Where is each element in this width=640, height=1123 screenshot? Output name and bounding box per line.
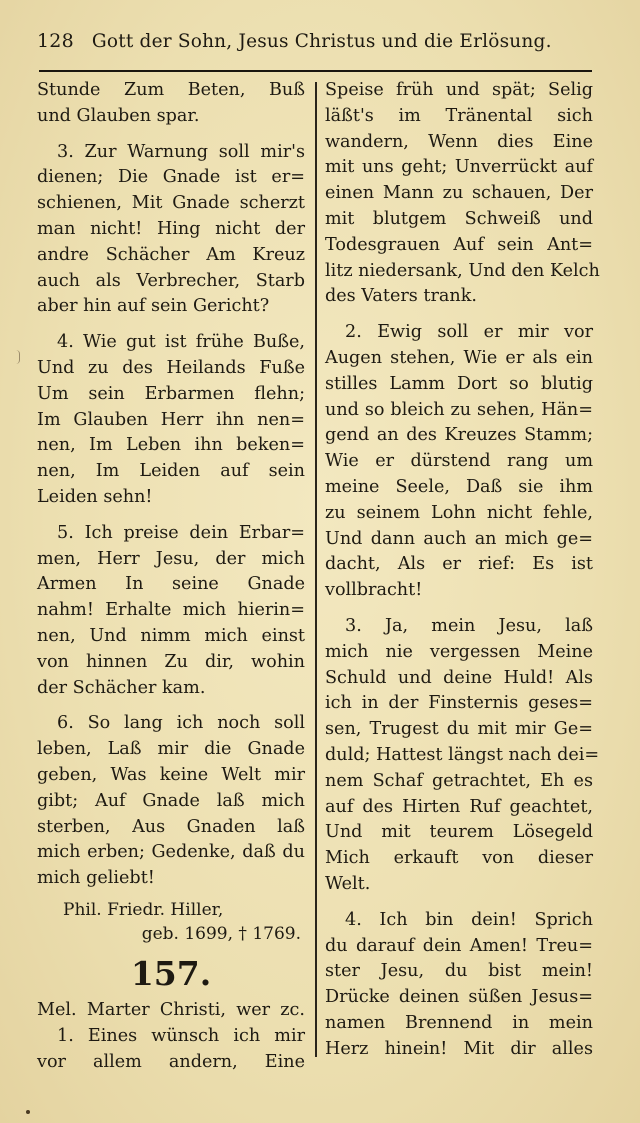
verse-line: ich in der Finsternis geses=: [325, 693, 593, 714]
verse-line: sen, Trugest du mit mir Ge=: [325, 719, 593, 740]
verse-line: 3. Zur Warnung soll mir's: [57, 141, 305, 162]
verse-line: nahm! Erhalte mich hierin=: [37, 600, 305, 621]
verse-line: 6. So lang ich noch soll: [57, 713, 305, 734]
verse-line: 5. Ich preise dein Erbar=: [57, 522, 305, 543]
verse-line: du darauf dein Amen! Treu=: [325, 935, 593, 956]
verse-line: läßt's im Tränental sich: [325, 105, 593, 126]
verse-3: [325, 614, 600, 898]
verse-line: mich geliebt!: [37, 868, 155, 889]
verse-line: mit uns geht; Unverrückt auf: [325, 157, 593, 178]
verse-line: vollbracht!: [325, 580, 423, 601]
verse-line: der Schächer kam.: [37, 677, 206, 698]
verse-line: nen, Im Leiden auf sein: [37, 461, 305, 482]
left-column: [37, 78, 305, 1075]
verse-line: Drücke deinen süßen Jesus=: [325, 987, 593, 1008]
verse-line: Stunde Zum Beten, Buß: [37, 80, 305, 100]
column-divider: [315, 82, 317, 1057]
verse-3: [37, 140, 305, 321]
verse-line: wandern, Wenn dies Eine: [325, 131, 593, 152]
verse-line: Armen In seine Gnade: [37, 574, 305, 595]
verse-line: nen, Und nimm mich einst: [37, 625, 305, 646]
verse-line: 4. Ich bin dein! Sprich: [345, 909, 593, 930]
verse-line: dacht, Als er rief: Es ist: [325, 554, 593, 575]
verse-line: dienen; Die Gnade ist er=: [37, 167, 305, 188]
verse-line: vor allem andern, Eine: [37, 1051, 305, 1072]
verse-line: stilles Lamm Dort so blutig: [325, 373, 593, 394]
verse-2: [325, 320, 593, 604]
verse-line: gibt; Auf Gnade laß mich: [37, 790, 305, 811]
verse-line: des Vaters trank.: [325, 286, 477, 307]
verse-line: andre Schächer Am Kreuz: [37, 244, 305, 265]
verse-5: [37, 521, 305, 702]
header-rule: [39, 70, 592, 72]
attribution: [37, 898, 305, 946]
verse-line: Todesgrauen Auf sein Ant=: [325, 234, 593, 255]
verse-line: 4. Wie gut ist frühe Buße,: [57, 332, 305, 353]
melody-line: Mel. Marter Christi, wer zc.: [37, 999, 305, 1020]
verse-line: Und dann auch an mich ge=: [325, 528, 593, 549]
verse-line: aber hin auf sein Gericht?: [37, 296, 270, 317]
verse-1-continuation: [325, 78, 600, 310]
verse-line: Im Glauben Herr ihn nen=: [37, 409, 305, 430]
verse-line: gend an des Kreuzes Stamm;: [325, 425, 593, 446]
verse-line: 2. Ewig soll er mir vor: [345, 322, 593, 343]
verse-line: Welt.: [325, 873, 371, 894]
page-number: 128: [37, 30, 74, 52]
verse-line: Und zu des Heilands Fuße: [37, 357, 305, 378]
verse-line: von hinnen Zu dir, wohin: [37, 651, 305, 672]
running-header: [37, 30, 594, 52]
verse-line: geben, Was keine Welt mir: [37, 764, 305, 785]
author-dates: geb. 1699, † 1769.: [141, 923, 301, 944]
verse-line: litz niedersank, Und den Kelch: [325, 260, 600, 281]
verse-line: ster Jesu, du bist mein!: [325, 961, 593, 982]
verse-line: man nicht! Hing nicht der: [37, 218, 305, 239]
verse-line: men, Herr Jesu, der mich: [37, 548, 305, 569]
verse-line: 1. Eines wünsch ich mir: [57, 1025, 305, 1046]
verse-line: schienen, Mit Gnade scherzt: [37, 193, 305, 214]
verse-line: meine Seele, Daß sie ihm: [325, 476, 593, 497]
hymn-number: 157.: [130, 953, 212, 993]
verse-line: mit blutgem Schweiß und: [325, 208, 593, 229]
verse-line: Um sein Erbarmen flehn;: [37, 383, 305, 404]
right-column: [325, 78, 600, 1062]
verse-line: Augen stehen, Wie er als ein: [325, 347, 593, 368]
verse-4: [325, 908, 593, 1063]
verse-line: nem Schaf getrachtet, Eh es: [325, 770, 593, 791]
hymn-157-verse-1: [37, 1024, 305, 1076]
verse-line: leben, Laß mir die Gnade: [37, 739, 305, 760]
verse-line: Schuld und deine Huld! Als: [325, 667, 593, 688]
verse-line: Mich erkauft von dieser: [325, 848, 593, 869]
verse-continuation: [37, 78, 305, 130]
verse-line: sterben, Aus Gnaden laß: [37, 816, 305, 837]
verse-4: [37, 330, 305, 511]
verse-line: Wie er dürstend rang um: [325, 451, 593, 472]
running-title: Gott der Sohn, Jesus Christus und die Erlösung.: [91, 31, 552, 52]
verse-line: zu seinem Lohn nicht fehle,: [325, 502, 593, 523]
verse-line: Und mit teurem Lösegeld: [325, 822, 593, 843]
verse-line: einen Mann zu schauen, Der: [325, 183, 593, 204]
verse-line: und Glauben spar.: [37, 105, 200, 126]
verse-line: mich erben; Gedenke, daß du: [37, 842, 305, 863]
author-name: Phil. Friedr. Hiller,: [63, 899, 224, 920]
verse-line: auf des Hirten Ruf geachtet,: [325, 796, 593, 817]
verse-line: Speise früh und spät; Selig: [325, 80, 593, 100]
margin-mark: [16, 350, 20, 364]
verse-line: Herz hinein! Mit dir alles: [325, 1038, 593, 1059]
verse-line: nen, Im Leben ihn beken=: [37, 435, 305, 456]
verse-6: [37, 711, 305, 892]
verse-line: duld; Hattest längst nach dei=: [325, 744, 600, 765]
verse-line: mich nie vergessen Meine: [325, 641, 593, 662]
verse-line: Leiden sehn!: [37, 486, 153, 507]
verse-line: 3. Ja, mein Jesu, laß: [345, 615, 593, 636]
paper-speck: [26, 1110, 30, 1114]
verse-line: und so bleich zu sehen, Hän=: [325, 399, 593, 420]
verse-line: auch als Verbrecher, Starb: [37, 270, 305, 291]
verse-line: namen Brennend in mein: [325, 1012, 593, 1033]
